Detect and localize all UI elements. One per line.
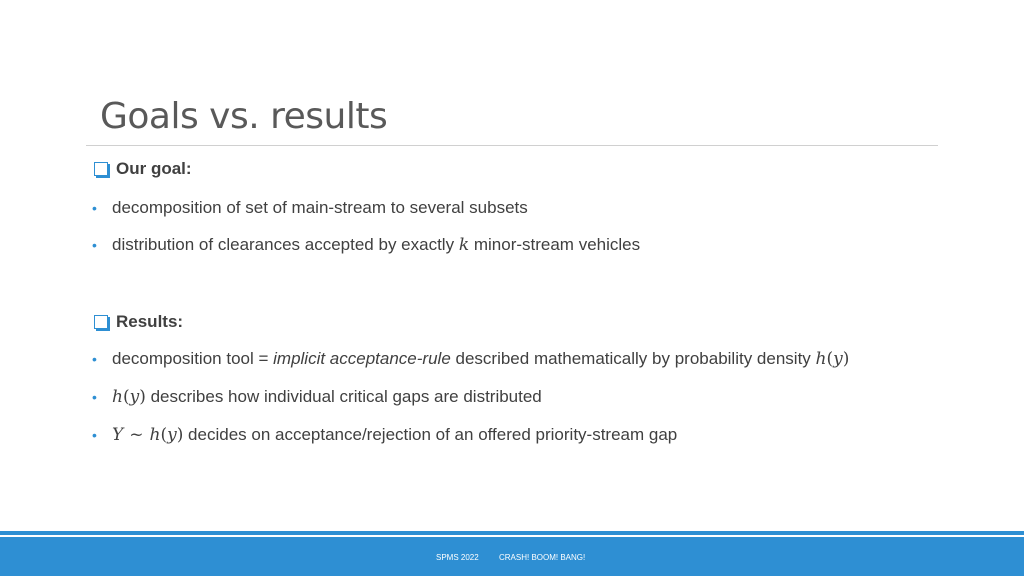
results-bullet-2-post: describes how individual critical gaps are distributed	[145, 387, 542, 406]
goal-bullet-2-post: minor-stream vehicles	[469, 235, 641, 254]
results-bullet-1-mid: described mathematically by probability density	[450, 349, 816, 368]
function-h: h	[112, 387, 123, 407]
bullet-dot-icon: •	[92, 351, 97, 367]
variable-y: y	[167, 425, 177, 445]
results-bullet-3: • Y ~ h ( y ) decides on acceptance/rejection of an offered priority-stream gap	[92, 425, 678, 445]
bullet-dot-icon: •	[92, 427, 97, 443]
footer-event: SPMS 2022	[436, 553, 479, 562]
goal-bullet-1-text: decomposition of set of main-stream to several subsets	[112, 198, 528, 217]
goal-bullet-1	[92, 198, 528, 218]
slide-title: Goals vs. results	[100, 96, 388, 137]
goal-bullet-2	[92, 235, 640, 255]
function-h: h	[815, 349, 827, 369]
checkbox-bullet-icon	[94, 162, 108, 176]
results-bullet-1: • decomposition tool = implicit acceptance-rule described mathematically by probability density h ( y )	[92, 349, 850, 369]
results-bullet-1-emph: implicit acceptance-rule	[273, 349, 451, 368]
goal-heading	[94, 159, 192, 179]
results-bullet-3-post: decides on acceptance/rejection of an offered priority-stream gap	[183, 425, 678, 444]
bullet-dot-icon: •	[92, 200, 97, 216]
variable-y: y	[129, 387, 140, 407]
bullet-dot-icon: •	[92, 237, 97, 253]
bullet-dot-icon: •	[92, 389, 97, 405]
goal-bullet-2-pre: distribution of clearances accepted by exactly	[112, 235, 459, 254]
tilde-operator: ~	[129, 425, 144, 445]
goal-heading-label: Our goal:	[116, 159, 192, 178]
variable-k: k	[458, 235, 470, 255]
results-bullet-2: • h ( y ) describes how individual critical gaps are distributed	[92, 387, 542, 407]
footer-talk-title: CRASH! BOOM! BANG!	[499, 553, 586, 562]
results-bullet-1-pre: decomposition tool =	[112, 349, 274, 368]
results-heading	[94, 312, 183, 332]
footer-accent-line	[0, 531, 1024, 535]
variable-y: y	[833, 349, 843, 369]
title-divider	[86, 145, 938, 146]
function-h: h	[149, 425, 161, 445]
results-heading-label: Results:	[116, 312, 184, 331]
checkbox-bullet-icon	[94, 315, 108, 329]
variable-Y: Y	[112, 425, 124, 445]
